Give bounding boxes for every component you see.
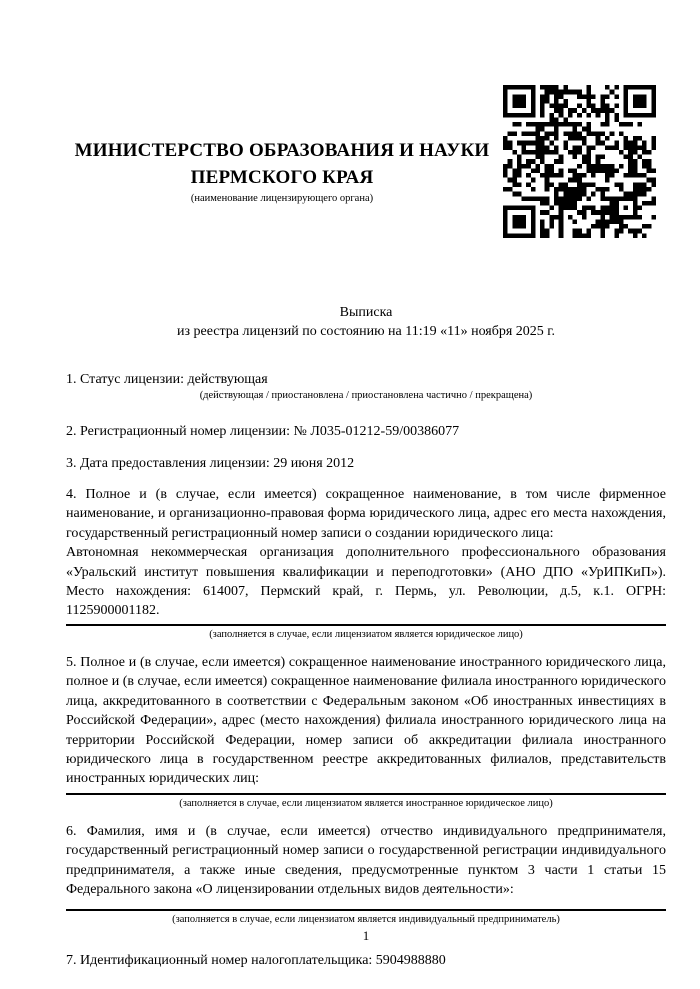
individual-entrepreneur-rule (66, 909, 666, 911)
licensing-authority-caption: (наименование лицензирующего органа) (190, 193, 374, 204)
legal-entity-label: 4. Полное и (в случае, если имеется) сокращенное наименование, в том числе фирменное наименование, и организационно-правовая форма юридического лица, адрес его места нахождения, государственный регистрационный номер записи о создании юридического лица: (66, 487, 666, 541)
document-title (66, 303, 666, 342)
foreign-entity-caption: (заполняется в случае, если лицензиатом является иностранное юридическое лицо) (179, 797, 553, 809)
registration-number-text: 2. Регистрационный номер лицензии: № Л035-01212-59/00386077 (66, 424, 460, 440)
foreign-entity-label: 5. Полное и (в случае, если имеется) сокращенное наименование иностранного юридического лица, полное и (в случае, если имеется) сокращенное наименование филиала иностранного юридического лица, аккредитованного в соответствии с Федеральным законом «Об иностранных инвестициях в Российской Федерации», адрес (место нахождения) филиала иностранного юридического лица на территории Российской Федерации, номер записи об аккредитации филиала иностранного юридического лица в государственном реестре аккредитованных филиалов, представительств иностранных юридических лиц: (66, 654, 666, 787)
legal-entity-caption: (заполняется в случае, если лицензиатом является юридическое лицо) (209, 628, 523, 640)
item-legal-entity (66, 485, 666, 641)
item-license-date (66, 454, 666, 473)
foreign-entity-rule (66, 793, 666, 795)
ministry-name-line2: ПЕРМСКОГО КРАЯ (190, 167, 374, 188)
individual-entrepreneur-caption: (заполняется в случае, если лицензиатом является индивидуальный предприниматель) (172, 914, 560, 926)
document-title-line2: из реестра лицензий по состоянию на 11:19 «11» ноября 2025 г. (177, 324, 555, 340)
license-date-text: 3. Дата предоставления лицензии: 29 июня 2012 (66, 455, 355, 471)
item-individual-entrepreneur (66, 822, 666, 927)
ministry-name-line1: МИНИСТЕРСТВО ОБРАЗОВАНИЯ И НАУКИ (74, 140, 490, 161)
legal-entity-rule (66, 624, 666, 626)
item-foreign-entity (66, 653, 666, 810)
document-title-line1: Выписка (339, 305, 393, 320)
legal-entity-value: Автономная некоммерческая организация дополнительного профессионального образования «Уральский институт повышения квалификации и переподготовки» (АНО ДПО «УрИПКиП»). Место нахождения: 614007, Пермский край, г. Пермь, ул. Революции, д.5, к.1. ОГРН: 1125900001182. (66, 545, 666, 619)
item-license-status (66, 370, 666, 402)
taxpayer-number-text: 7. Идентификационный номер налогоплательщика: 5904988880 (66, 953, 446, 969)
license-status-text: 1. Статус лицензии: действующая (66, 371, 268, 387)
document-content (66, 0, 666, 971)
individual-entrepreneur-label: 6. Фамилия, имя и (в случае, если имеется) отчество индивидуального предпринимателя, государственный регистрационный номер записи о государственной регистрации индивидуального предпринимателя, а также иные сведения, предусмотренные пунктом 3 части 1 статьи 15 Федерального закона «О лицензировании отдельных видов деятельности»: (66, 823, 666, 897)
page-number: 1 (362, 928, 370, 943)
licensing-authority-header (66, 137, 498, 206)
license-status-caption: (действующая / приостановлена / приостановлена частично / прекращена) (199, 390, 533, 402)
item-registration-number (66, 422, 666, 441)
item-taxpayer-number (66, 951, 666, 970)
